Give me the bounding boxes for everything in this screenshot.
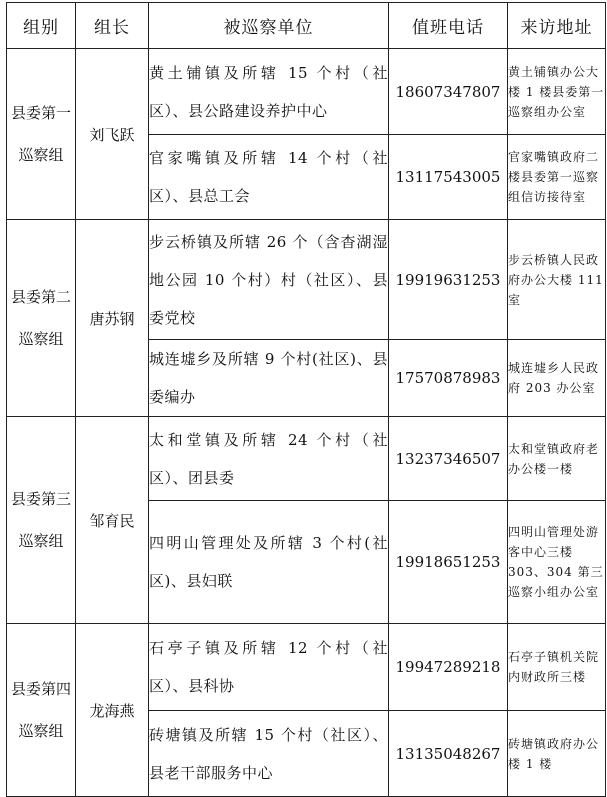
visit-address: 黄土铺镇办公大楼 1 楼县委第一巡察组办公室 [508, 49, 606, 135]
visit-address: 砖塘镇政府办公楼 1 楼 [508, 711, 606, 797]
table-row [7, 220, 606, 340]
inspected-unit: 四明山管理处及所辖 3 个村(社区)、县妇联 [149, 501, 389, 624]
header-address: 来访地址 [508, 3, 606, 49]
group-name: 县委第二巡察组 [7, 220, 76, 417]
header-group: 组别 [7, 3, 76, 49]
header-row [7, 3, 606, 49]
inspection-roster-table [6, 2, 606, 797]
inspected-unit: 黄土铺镇及所辖 15 个村（社区）、县公路建设养护中心 [149, 49, 389, 135]
group-leader: 唐苏钢 [76, 220, 149, 417]
header-unit: 被巡察单位 [149, 3, 389, 49]
inspected-unit: 砖塘镇及所辖 15 个村（社区）、县老干部服务中心 [149, 711, 389, 797]
table-row [7, 624, 606, 711]
visit-address: 四明山管理处游客中心三楼 303、304 第三巡察小组办公室 [508, 501, 606, 624]
duty-phone: 13135048267 [389, 711, 508, 797]
group-name: 县委第四巡察组 [7, 624, 76, 797]
visit-address: 官家嘴镇政府二楼县委第一巡察组信访接待室 [508, 135, 606, 220]
inspected-unit: 太和堂镇及所辖 24 个村（社区）、团县委 [149, 417, 389, 501]
header-leader: 组长 [76, 3, 149, 49]
duty-phone: 19947289218 [389, 624, 508, 711]
inspected-unit: 步云桥镇及所辖 26 个（含杳湖湿地公园 10 个村）村（社区）、县委党校 [149, 220, 389, 340]
visit-address: 石亭子镇机关院内财政所三楼 [508, 624, 606, 711]
group-name: 县委第一巡察组 [7, 49, 76, 220]
table-row [7, 49, 606, 135]
duty-phone: 18607347807 [389, 49, 508, 135]
group-name: 县委第三巡察组 [7, 417, 76, 624]
duty-phone: 17570878983 [389, 340, 508, 417]
visit-address: 步云桥镇人民政府办公大楼 111 室 [508, 220, 606, 340]
group-leader: 邹育民 [76, 417, 149, 624]
inspected-unit: 官家嘴镇及所辖 14 个村（社区）、县总工会 [149, 135, 389, 220]
duty-phone: 13117543005 [389, 135, 508, 220]
duty-phone: 19919631253 [389, 220, 508, 340]
group-leader: 龙海燕 [76, 624, 149, 797]
visit-address: 城连墟乡人民政府 203 办公室 [508, 340, 606, 417]
group-leader: 刘飞跃 [76, 49, 149, 220]
inspected-unit: 城连墟乡及所辖 9 个村(社区)、县委编办 [149, 340, 389, 417]
header-phone: 值班电话 [389, 3, 508, 49]
duty-phone: 13237346507 [389, 417, 508, 501]
table-row [7, 417, 606, 501]
inspected-unit: 石亭子镇及所辖 12 个村（社区）、县科协 [149, 624, 389, 711]
visit-address: 太和堂镇政府老办公楼一楼 [508, 417, 606, 501]
duty-phone: 19918651253 [389, 501, 508, 624]
